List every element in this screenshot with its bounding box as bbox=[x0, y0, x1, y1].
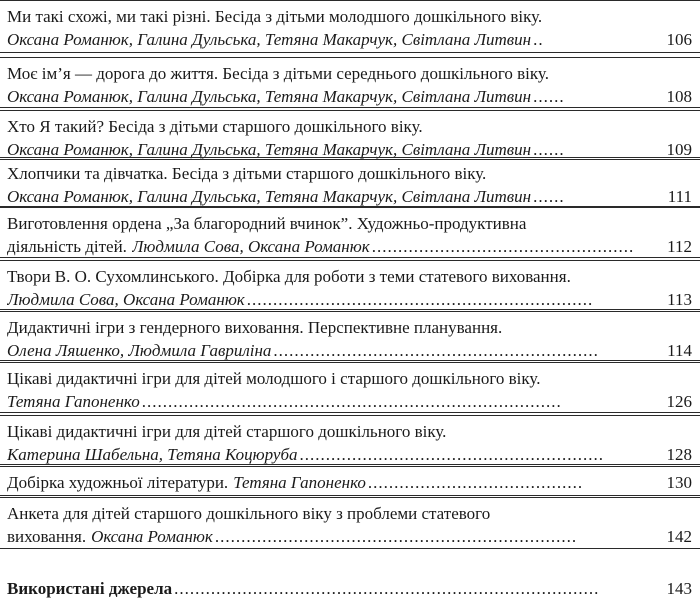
toc-entry bbox=[0, 415, 700, 465]
toc-dot-leader: ...... bbox=[533, 87, 565, 106]
toc-dot-leader: .. bbox=[533, 30, 544, 49]
toc-page-number: 112 bbox=[667, 237, 692, 256]
toc-entry bbox=[0, 0, 700, 53]
toc-entry-authors: Людмила Сова, Оксана Романюк bbox=[7, 290, 245, 309]
toc-entry-authors: Тетяна Гапоненко bbox=[233, 473, 366, 492]
toc-entry-title: Цікаві дидактичні ігри для дітей молодшого і старшого дошкільного віку. bbox=[7, 369, 541, 388]
toc-entry bbox=[0, 362, 700, 413]
toc-dot-leader: ......................................... bbox=[367, 473, 584, 492]
toc-page-number: 113 bbox=[667, 290, 692, 309]
toc-entry-authors: Олена Ляшенко, Людмила Гавриліна bbox=[7, 341, 272, 360]
toc-entry-author-line bbox=[7, 391, 692, 413]
toc-entry-author-line bbox=[7, 444, 692, 466]
toc-entry-authors: Оксана Романюк, Галина Дульська, Тетяна Макарчук, Світлана Литвин bbox=[7, 87, 532, 106]
toc-entry-authors: Людмила Сова, Оксана Романюк bbox=[131, 237, 370, 256]
toc-entry bbox=[0, 311, 700, 361]
toc-entry bbox=[0, 260, 700, 310]
toc-sources-entry bbox=[7, 578, 692, 600]
toc-entry-title: Моє ім’я — дорога до життя. Бесіда з дітьми середнього дошкільного віку. bbox=[7, 64, 549, 83]
toc-sources-title: Використані джерела bbox=[7, 579, 173, 598]
toc-entry-title: Цікаві дидактичні ігри для дітей старшого дошкільного віку. bbox=[7, 422, 447, 441]
toc-entry-title: Добірка художньої літератури. bbox=[7, 473, 229, 492]
toc-dot-leader: ...... bbox=[533, 140, 565, 159]
toc-page-number: 106 bbox=[666, 30, 692, 49]
toc-page-number: 109 bbox=[666, 140, 692, 159]
toc-entry-title: Ми такі схожі, ми такі різні. Бесіда з дітьми молодшого дошкільного віку. bbox=[7, 7, 543, 26]
toc-entry bbox=[0, 110, 700, 160]
toc-entry-author-line bbox=[7, 29, 692, 51]
toc-entry-title: Анкета для дітей старшого дошкільного віку з проблеми статевого bbox=[7, 504, 491, 523]
toc-dot-leader: .................................................................. bbox=[246, 290, 594, 309]
toc-entry-authors: Катерина Шабельна, Тетяна Коцюруба bbox=[7, 445, 298, 464]
toc-page-number: 111 bbox=[667, 187, 692, 206]
toc-entry-authors: Оксана Романюк bbox=[91, 527, 213, 546]
toc-entry bbox=[0, 207, 700, 258]
toc-entry-title: Дидактичні ігри з гендерного виховання. Перспективне планування. bbox=[7, 318, 503, 337]
toc-entry-author-line bbox=[7, 86, 692, 108]
toc-entry-authors: Оксана Романюк, Галина Дульська, Тетяна Макарчук, Світлана Литвин bbox=[7, 187, 532, 206]
toc-dot-leader: .................................................. bbox=[371, 237, 635, 256]
toc-page-number: 128 bbox=[666, 445, 692, 464]
toc-entry-authors: Оксана Романюк, Галина Дульська, Тетяна Макарчук, Світлана Литвин bbox=[7, 30, 532, 49]
toc-page-number: 142 bbox=[666, 527, 692, 546]
toc-entry bbox=[0, 57, 700, 108]
toc-page-number: 143 bbox=[666, 579, 692, 598]
toc-dot-leader: ...... bbox=[533, 187, 565, 206]
toc-entry-author-line bbox=[7, 289, 692, 311]
toc-entry-author-line bbox=[7, 526, 692, 548]
toc-entry-author-line bbox=[7, 186, 692, 208]
toc-page-number: 108 bbox=[666, 87, 692, 106]
toc-entry-title-continuation: виховання. bbox=[7, 527, 87, 546]
toc-entry-title: Хто Я такий? Бесіда з дітьми старшого дошкільного віку. bbox=[7, 117, 423, 136]
toc-dot-leader: .......................................................... bbox=[299, 445, 605, 464]
toc-entry bbox=[0, 497, 700, 549]
toc-entry-authors: Оксана Романюк, Галина Дульська, Тетяна Макарчук, Світлана Литвин bbox=[7, 140, 532, 159]
toc-entry-title: Твори В. О. Сухомлинського. Добірка для роботи з теми статевого виховання. bbox=[7, 267, 571, 286]
toc-entry-authors: Тетяна Гапоненко bbox=[7, 392, 140, 411]
toc-page-number: 130 bbox=[666, 473, 692, 492]
toc-entry-author-line bbox=[7, 340, 692, 362]
toc-entry-title: Хлопчики та дівчатка. Бесіда з дітьми старшого дошкільного віку. bbox=[7, 164, 487, 183]
toc-entry-line bbox=[7, 472, 692, 494]
toc-entry bbox=[0, 157, 700, 207]
toc-entry-title-continuation: діяльність дітей. bbox=[7, 237, 127, 256]
toc-dot-leader: ..................................................................... bbox=[214, 527, 578, 546]
toc-dot-leader: .............................................................. bbox=[273, 341, 599, 360]
toc-entry-title: Виготовлення ордена „За благородний вчинок”. Художньо-продуктивна bbox=[7, 214, 527, 233]
toc-entry-author-line bbox=[7, 236, 692, 258]
toc-dot-leader: ................................................................................. bbox=[174, 579, 600, 598]
toc-entry bbox=[0, 466, 700, 496]
toc-dot-leader: ................................................................................ bbox=[141, 392, 562, 411]
toc-page-number: 126 bbox=[666, 392, 692, 411]
toc-page-number: 114 bbox=[667, 341, 692, 360]
